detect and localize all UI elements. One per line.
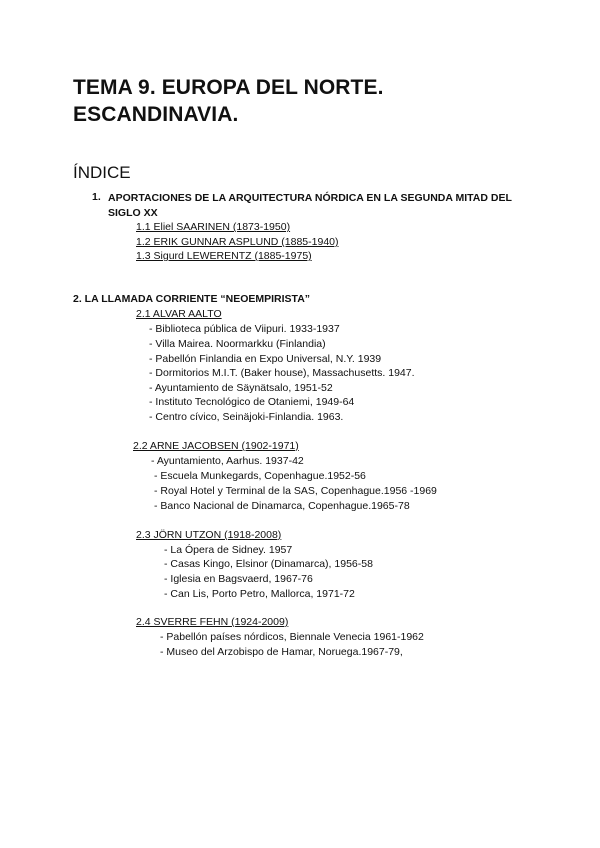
subsection-fehn-heading[interactable]: 2.4 SVERRE FEHN (1924-2009) <box>136 616 289 628</box>
list-item: - La Ópera de Sidney. 1957 <box>164 544 293 556</box>
link-asplund[interactable]: 1.2 ERIK GUNNAR ASPLUND (1885-1940) <box>136 236 339 248</box>
title-line-2: ESCANDINAVIA. <box>73 103 239 126</box>
list-item: - Ayuntamiento, Aarhus. 1937-42 <box>151 455 304 467</box>
link-lewerentz[interactable]: 1.3 Sigurd LEWERENTZ (1885-1975) <box>136 250 312 262</box>
list-item: - Can Lis, Porto Petro, Mallorca, 1971-72 <box>164 588 355 600</box>
section-1-title: APORTACIONES DE LA ARQUITECTURA NÓRDICA EN LA SEGUNDA MITAD DEL SIGLO XX <box>108 192 512 219</box>
list-item: - Pabellón Finlandia en Expo Universal, N.Y. 1939 <box>149 353 382 365</box>
subsection-utzon-heading[interactable]: 2.3 JÖRN UTZON (1918-2008) <box>136 529 282 541</box>
list-item: - Centro cívico, Seinäjoki-Finlandia. 1963. <box>149 411 344 423</box>
index-heading: ÍNDICE <box>73 163 131 182</box>
list-item: - Royal Hotel y Terminal de la SAS, Copenhague.1956 -1969 <box>154 485 437 497</box>
list-item: - Banco Nacional de Dinamarca, Copenhague.1965-78 <box>154 500 410 512</box>
list-item: - Ayuntamiento de Säynätsalo, 1951-52 <box>149 382 333 394</box>
link-saarinen[interactable]: 1.1 Eliel SAARINEN (1873-1950) <box>136 221 291 233</box>
list-item: - Biblioteca pública de Viipuri. 1933-1937 <box>149 323 340 335</box>
list-item: - Instituto Tecnológico de Otaniemi, 1949-64 <box>149 396 355 408</box>
list-item: - Dormitorios M.I.T. (Baker house), Massachusetts. 1947. <box>149 367 415 379</box>
section-2-title: 2. LA LLAMADA CORRIENTE “NEOEMPIRISTA” <box>73 293 311 305</box>
list-item: - Museo del Arzobispo de Hamar, Noruega.1967-79, <box>160 646 403 658</box>
subsection-jacobsen-heading[interactable]: 2.2 ARNE JACOBSEN (1902-1971) <box>133 440 299 452</box>
list-item: - Escuela Munkegards, Copenhague.1952-56 <box>154 470 366 482</box>
title-line-1: TEMA 9. EUROPA DEL NORTE. <box>73 76 384 99</box>
list-item: - Villa Mairea. Noormarkku (Finlandia) <box>149 338 326 350</box>
list-item: - Iglesia en Bagsvaerd, 1967-76 <box>164 573 313 585</box>
page-title <box>73 74 384 128</box>
section-1-number: 1. <box>92 191 101 203</box>
list-item: - Casas Kingo, Elsinor (Dinamarca), 1956-58 <box>164 558 373 570</box>
subsection-aalto-heading[interactable]: 2.1 ALVAR AALTO <box>136 308 222 320</box>
list-item: - Pabellón países nórdicos, Biennale Venecia 1961-1962 <box>160 631 424 643</box>
